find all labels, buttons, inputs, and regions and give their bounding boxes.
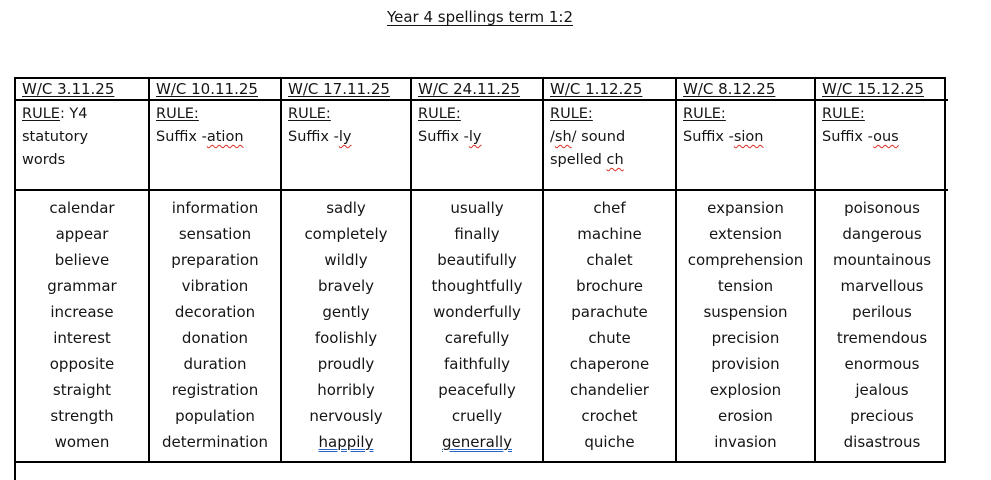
spelling-word: strength bbox=[50, 407, 114, 425]
word-list-cell bbox=[282, 191, 412, 461]
spelling-word: interest bbox=[53, 329, 111, 347]
week-header-cell bbox=[677, 79, 816, 101]
spelling-word: appear bbox=[55, 225, 109, 243]
spelling-word: chalet bbox=[586, 251, 633, 269]
spelling-word: tremendous bbox=[836, 329, 928, 347]
spelling-word: chandelier bbox=[570, 381, 649, 399]
rule-cell bbox=[544, 101, 677, 191]
spelling-word: enormous bbox=[844, 355, 920, 373]
word-list-cell bbox=[677, 191, 816, 461]
week-label: W/C 1.12.25 bbox=[550, 80, 643, 98]
rule-text: Suffix - bbox=[683, 129, 734, 145]
spelling-word: beautifully bbox=[437, 251, 517, 269]
spelling-word: nervously bbox=[309, 407, 383, 425]
rule-line bbox=[550, 103, 671, 126]
rule-text: RULE: bbox=[822, 106, 865, 122]
spelling-word: bravely bbox=[317, 277, 375, 295]
spellcheck-flagged-text: sh bbox=[554, 129, 572, 145]
spelling-word: chaperone bbox=[569, 355, 650, 373]
rule-line bbox=[288, 103, 406, 126]
rule-text: / bbox=[550, 129, 555, 145]
spelling-word: precision bbox=[711, 329, 780, 347]
rule-text: RULE: bbox=[418, 106, 461, 122]
week-header-cell bbox=[816, 79, 948, 101]
spelling-word: horribly bbox=[317, 381, 375, 399]
spelling-word: duration bbox=[183, 355, 247, 373]
spelling-word: donation bbox=[181, 329, 249, 347]
rule-text: Suffix - bbox=[156, 129, 207, 145]
spelling-word: cruelly bbox=[451, 407, 503, 425]
spelling-word: tension bbox=[717, 277, 774, 295]
rule-text: Suffix - bbox=[288, 129, 339, 145]
word-list-cell bbox=[16, 191, 150, 461]
rule-cell bbox=[816, 101, 948, 191]
spelling-word: opposite bbox=[49, 355, 115, 373]
rule-text: RULE bbox=[22, 106, 60, 122]
spelling-word: quiche bbox=[584, 433, 635, 451]
rule-line bbox=[288, 126, 406, 149]
next-row-border-stub bbox=[14, 463, 16, 480]
spelling-word: happily bbox=[318, 433, 374, 451]
spelling-word: machine bbox=[577, 225, 642, 243]
spelling-word: perilous bbox=[852, 303, 912, 321]
spelling-word: thoughtfully bbox=[431, 277, 523, 295]
spelling-word: increase bbox=[50, 303, 114, 321]
spelling-word: registration bbox=[171, 381, 259, 399]
spelling-word: wonderfully bbox=[433, 303, 521, 321]
spelling-word: erosion bbox=[718, 407, 773, 425]
spelling-word: precious bbox=[850, 407, 914, 425]
rule-line bbox=[22, 103, 144, 126]
week-label: W/C 24.11.25 bbox=[418, 80, 520, 98]
spelling-word: parachute bbox=[571, 303, 648, 321]
word-list-cell bbox=[150, 191, 282, 461]
spelling-word: suspension bbox=[703, 303, 788, 321]
spelling-word: chef bbox=[593, 199, 626, 217]
spellcheck-flagged-text: ch bbox=[606, 152, 624, 168]
rule-cell bbox=[16, 101, 150, 191]
spelling-word: sadly bbox=[326, 199, 366, 217]
spelling-word: expansion bbox=[707, 199, 784, 217]
spelling-word: gently bbox=[322, 303, 370, 321]
spelling-word: disastrous bbox=[843, 433, 921, 451]
word-list-cell bbox=[412, 191, 544, 461]
week-label: W/C 3.11.25 bbox=[22, 80, 115, 98]
spelling-word: jealous bbox=[855, 381, 909, 399]
rule-line bbox=[418, 103, 538, 126]
spelling-word: faithfully bbox=[443, 355, 511, 373]
spelling-word: brochure bbox=[576, 277, 643, 295]
spelling-word: preparation bbox=[171, 251, 259, 269]
spelling-word: mountainous bbox=[832, 251, 932, 269]
week-label: W/C 15.12.25 bbox=[822, 80, 924, 98]
week-label: W/C 17.11.25 bbox=[288, 80, 390, 98]
spelling-word: dangerous bbox=[842, 225, 922, 243]
rule-cell bbox=[150, 101, 282, 191]
rule-line bbox=[22, 149, 144, 172]
rule-text: RULE: bbox=[683, 106, 726, 122]
spelling-word: usually bbox=[450, 199, 504, 217]
rule-line bbox=[156, 103, 276, 126]
rule-text: RULE: bbox=[288, 106, 331, 122]
week-header-cell bbox=[412, 79, 544, 101]
spellings-table bbox=[14, 77, 946, 463]
spelling-word: generally bbox=[441, 433, 513, 451]
spelling-word: foolishly bbox=[314, 329, 378, 347]
spelling-word: proudly bbox=[317, 355, 375, 373]
spelling-word: decoration bbox=[174, 303, 256, 321]
rule-cell bbox=[282, 101, 412, 191]
spellcheck-flagged-text: ly bbox=[338, 129, 352, 145]
spelling-word: completely bbox=[304, 225, 388, 243]
spelling-word: believe bbox=[54, 251, 110, 269]
spelling-word: straight bbox=[52, 381, 112, 399]
spelling-word: information bbox=[171, 199, 259, 217]
week-header-cell bbox=[16, 79, 150, 101]
rule-text: RULE: bbox=[156, 106, 199, 122]
spelling-word: calendar bbox=[49, 199, 115, 217]
word-list-cell bbox=[816, 191, 948, 461]
week-label: W/C 10.11.25 bbox=[156, 80, 258, 98]
spellcheck-flagged-text: ation bbox=[206, 129, 244, 145]
rule-text: / sound bbox=[571, 129, 626, 145]
rule-line bbox=[550, 126, 671, 149]
spelling-word: comprehension bbox=[687, 251, 804, 269]
spelling-word: carefully bbox=[444, 329, 510, 347]
rule-text: Suffix - bbox=[418, 129, 469, 145]
spelling-word: determination bbox=[162, 433, 268, 451]
spelling-word: invasion bbox=[714, 433, 777, 451]
rule-line bbox=[418, 126, 538, 149]
rule-line bbox=[822, 103, 944, 126]
rule-text: words bbox=[22, 152, 66, 168]
spelling-word: poisonous bbox=[844, 199, 920, 217]
word-list-cell bbox=[544, 191, 677, 461]
spelling-word: wildly bbox=[324, 251, 368, 269]
rule-line bbox=[550, 149, 671, 172]
spelling-word: population bbox=[175, 407, 255, 425]
spellcheck-flagged-text: ous bbox=[873, 129, 899, 145]
rule-text: : Y4 bbox=[59, 106, 88, 122]
spellcheck-flagged-text: sion bbox=[733, 129, 764, 145]
spelling-word: vibration bbox=[181, 277, 249, 295]
spelling-word: peacefully bbox=[438, 381, 516, 399]
page-title: Year 4 spellings term 1:2 bbox=[386, 8, 574, 26]
spelling-word: grammar bbox=[47, 277, 117, 295]
rule-text: statutory bbox=[22, 129, 89, 145]
spelling-word: sensation bbox=[178, 225, 252, 243]
rule-line bbox=[683, 103, 810, 126]
week-header-cell bbox=[150, 79, 282, 101]
spellcheck-flagged-text: ly bbox=[468, 129, 482, 145]
week-label: W/C 8.12.25 bbox=[683, 80, 776, 98]
rule-text: spelled bbox=[550, 152, 607, 168]
rule-line bbox=[822, 126, 944, 149]
rule-cell bbox=[677, 101, 816, 191]
rule-text: RULE: bbox=[550, 106, 593, 122]
spelling-word: crochet bbox=[581, 407, 638, 425]
spelling-word: chute bbox=[588, 329, 631, 347]
spelling-word: marvellous bbox=[840, 277, 924, 295]
spelling-word: women bbox=[54, 433, 110, 451]
spelling-word: finally bbox=[454, 225, 500, 243]
spelling-word: provision bbox=[711, 355, 780, 373]
spelling-word: extension bbox=[708, 225, 783, 243]
week-header-cell bbox=[544, 79, 677, 101]
rule-text: Suffix - bbox=[822, 129, 874, 145]
rule-line bbox=[683, 126, 810, 149]
rule-cell bbox=[412, 101, 544, 191]
week-header-cell bbox=[282, 79, 412, 101]
spelling-word: explosion bbox=[709, 381, 782, 399]
rule-line bbox=[22, 126, 144, 149]
rule-line bbox=[156, 126, 276, 149]
